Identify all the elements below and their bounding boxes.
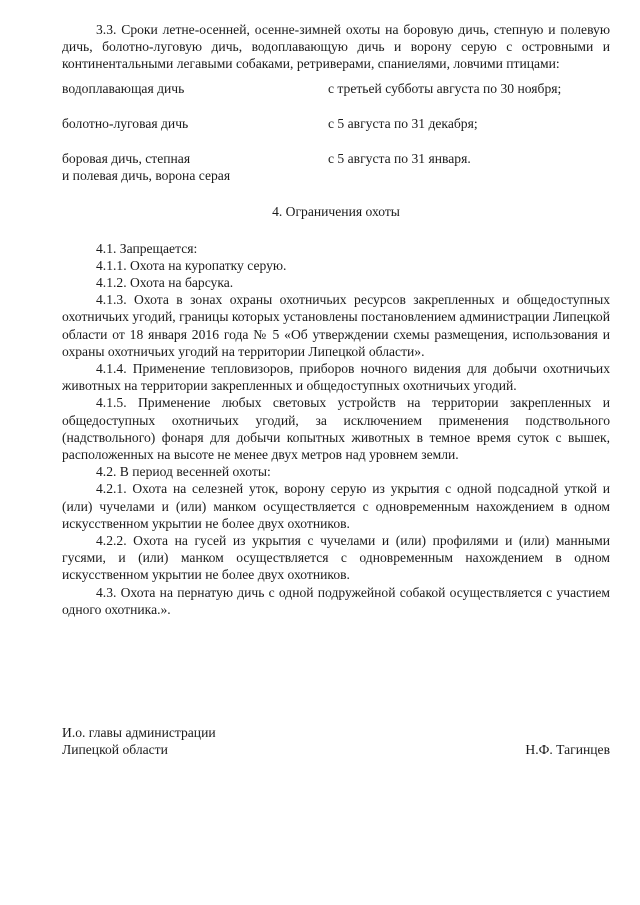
paragraph-4-1: 4.1. Запрещается: — [96, 240, 198, 256]
signatory-position-line1: И.о. главы администрации — [62, 725, 216, 740]
paragraph-4-1-1: 4.1.1. Охота на куропатку серую. — [96, 257, 287, 273]
paragraph-4-1-5: 4.1.5. Применение любых световых устройств на территории закрепленных и общедоступных охотничьих угодий, за исключением применения подствольного (надствольного) фонаря для добычи копытных животных в темное время суток с вышек, расположенных на высоте не менее двух метров над уровнем земли. — [62, 395, 610, 463]
hunting-seasons-list — [62, 80, 610, 185]
season-period: с третьей субботы августа по 30 ноября; — [328, 80, 562, 96]
season-period: с 5 августа по 31 декабря; — [328, 115, 478, 131]
paragraph-4-3: 4.3. Охота на пернатую дичь с одной подружейной собакой осуществляется с участием одного охотника.». — [62, 584, 610, 617]
paragraph-4-2-1: 4.2.1. Охота на селезней уток, ворону серую из укрытия с одной подсадной уткой и (или) чучелами и (или) манком осуществляется с одновременным нахождением в одном искусственном укрытии не более двух охотников. — [62, 481, 610, 531]
paragraph-3-3: 3.3. Сроки летне-осенней, осенне-зимней охоты на боровую дичь, степную и полевую дичь, болотно-луговую дичь, водоплавающую дичь и ворону серую с островными и континентальными легавыми собаками, ретриверами, спаниелями, ловчими птицами: — [62, 22, 610, 72]
season-row — [62, 80, 610, 97]
season-period: с 5 августа по 31 января. — [328, 151, 471, 167]
season-game: водоплавающая дичь — [62, 80, 185, 96]
signature-line — [62, 741, 610, 758]
paragraph-4-1-4: 4.1.4. Применение тепловизоров, приборов ночного видения для добычи охотничьих животных на территории закрепленных и общедоступных охотничьих угодий. — [62, 361, 610, 394]
paragraph-4-2: 4.2. В период весенней охоты: — [96, 464, 271, 480]
season-game-line2: и полевая дичь, ворона серая — [62, 168, 231, 184]
section-4-title: 4. Ограничения охоты — [272, 204, 400, 220]
signature-block — [62, 724, 610, 758]
paragraph-4-2-2: 4.2.2. Охота на гусей из укрытия с чучелами и (или) профилями и (или) манными гусями, и (или) манком осуществляется с одновременным нахождением в одном искусственном укрытии не более двух охотников. — [62, 533, 610, 583]
document-body — [62, 21, 610, 618]
season-row — [62, 150, 610, 184]
paragraph-4-1-2: 4.1.2. Охота на барсука. — [96, 275, 234, 291]
season-game-line1: боровая дичь, степная — [62, 151, 191, 167]
signatory-name: Н.Ф. Тагинцев — [525, 742, 610, 758]
season-row — [62, 115, 610, 132]
signatory-position-line2: Липецкой области — [62, 742, 168, 758]
paragraph-4-1-3: 4.1.3. Охота в зонах охраны охотничьих ресурсов закрепленных и общедоступных охотничьих угодий, границы которых установлены постановлением администрации Липецкой области от 18 января 2016 года № 5 «Об утверждении схемы размещения, использования и охраны охотничьих угодий на территории Липецкой области». — [62, 292, 610, 359]
season-game: болотно-луговая дичь — [62, 115, 189, 131]
season-game — [62, 150, 328, 184]
